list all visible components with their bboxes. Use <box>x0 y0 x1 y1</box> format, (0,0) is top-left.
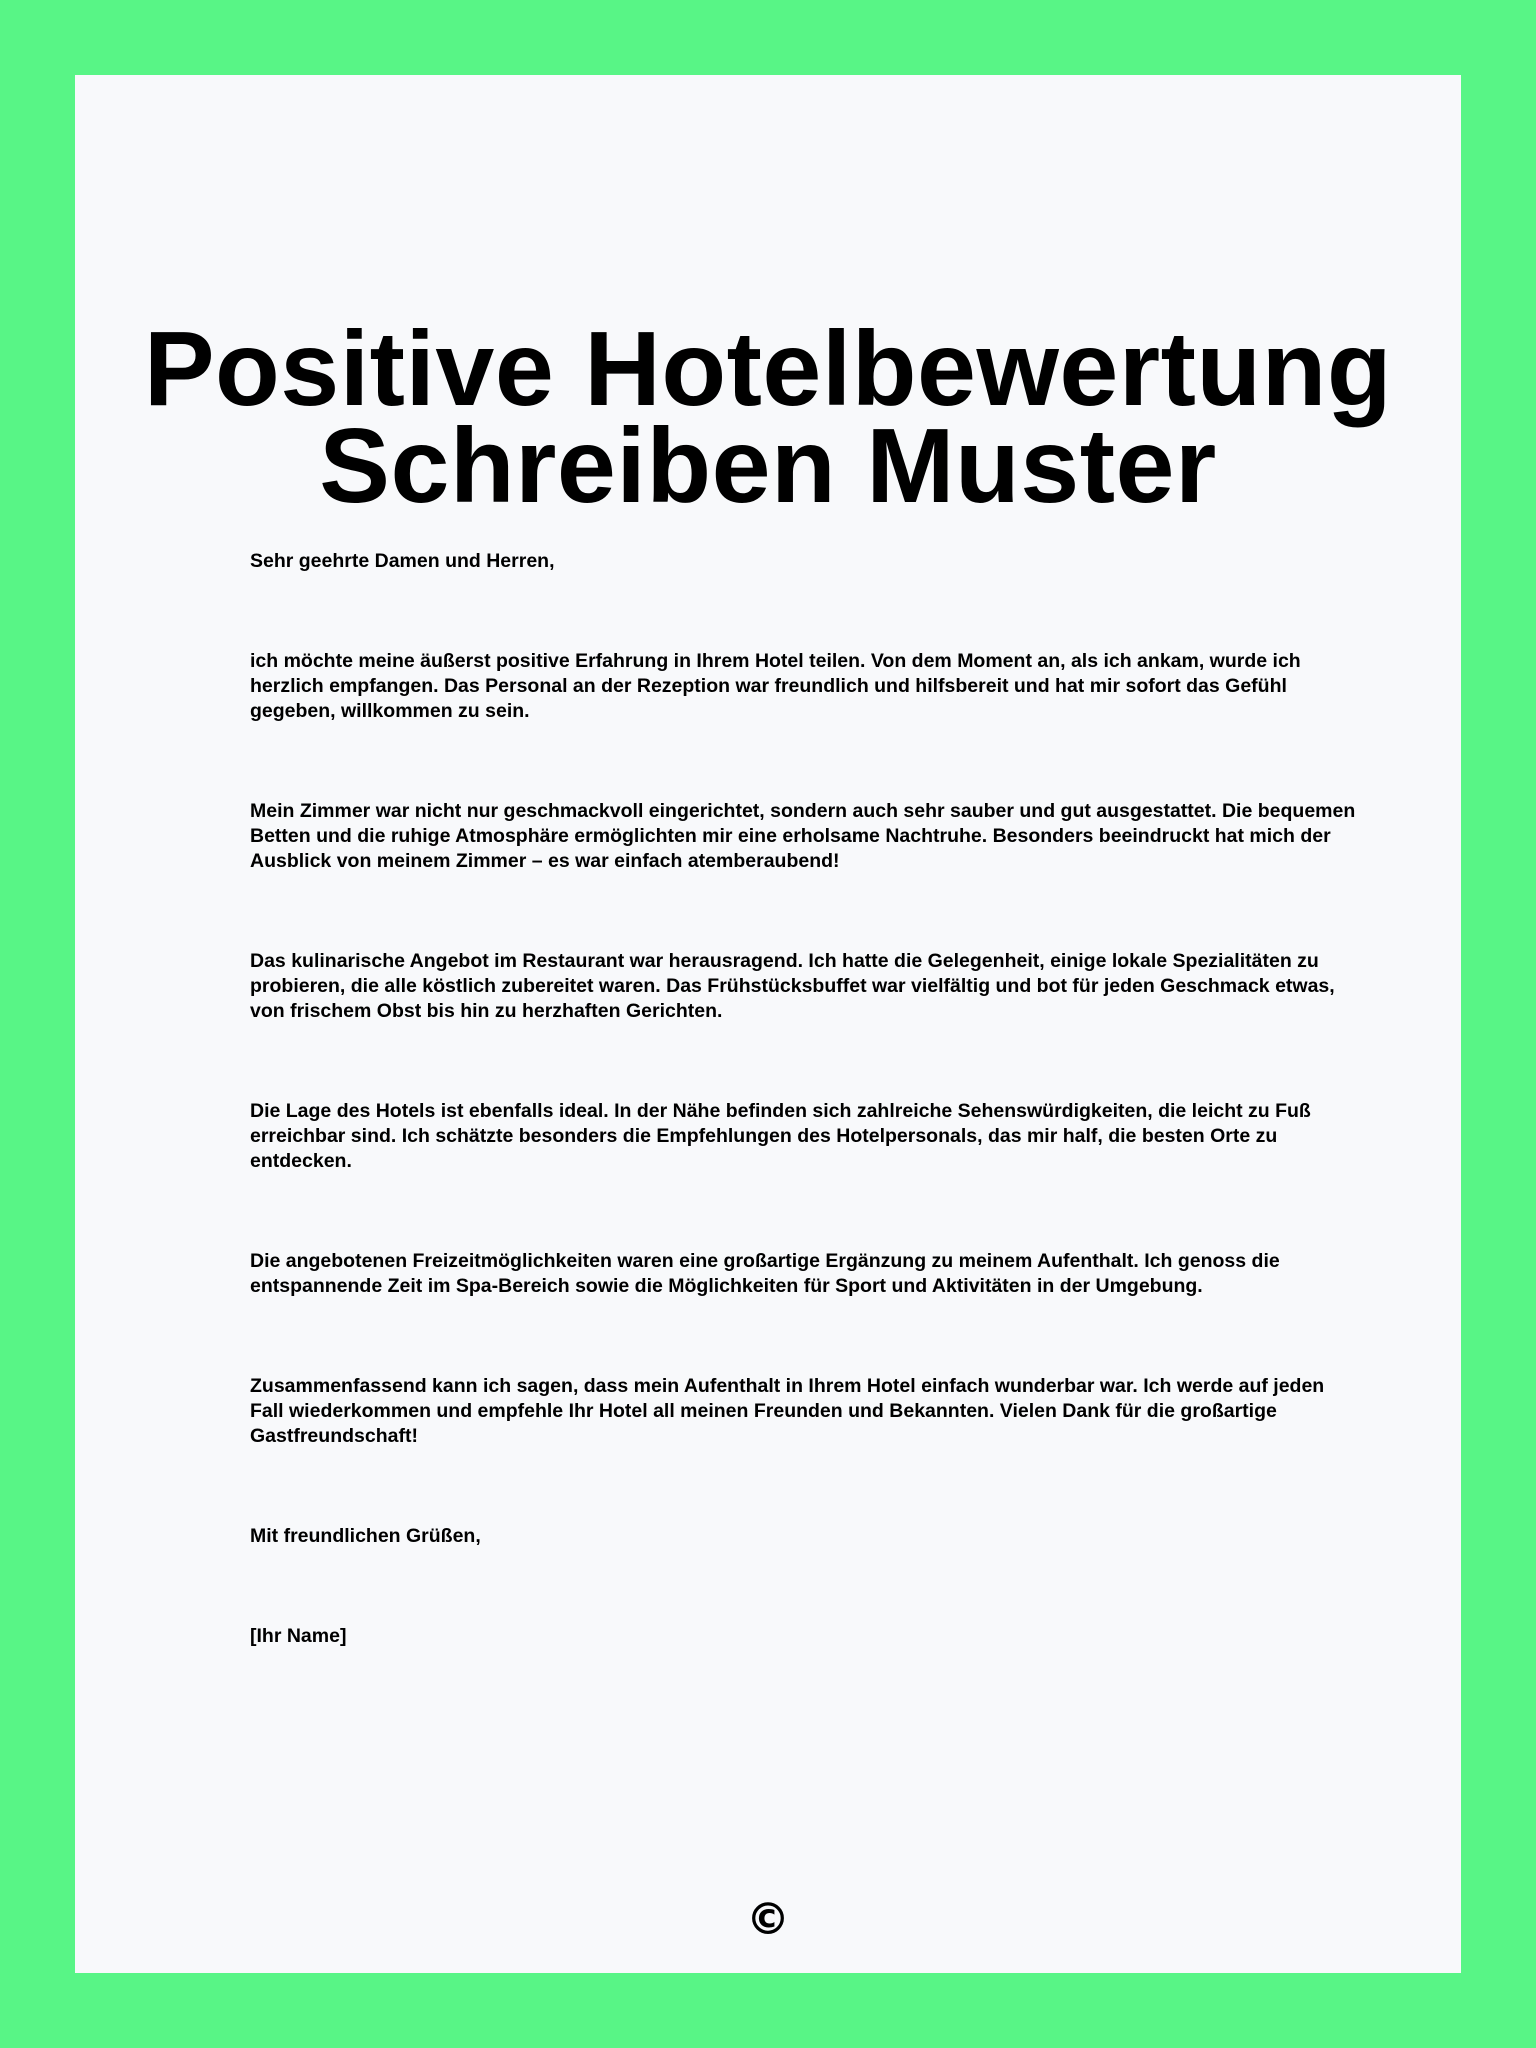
copyright-icon: © <box>746 1894 790 1945</box>
closing: Mit freundlichen Grüßen, <box>250 1525 481 1547</box>
salutation: Sehr geehrte Damen und Herren, <box>250 550 555 572</box>
signature: [Ihr Name] <box>250 1625 347 1647</box>
paragraph-leisure: Die angebotenen Freizeitmöglichkeiten waren eine großartige Ergänzung zu meinem Aufenthalt. Ich genoss die entspannende Zeit im Spa-Bereich sowie die Möglichkeiten für Sport und Aktivitäten in der Umgebung. <box>250 1250 1280 1297</box>
paragraph-summary: Zusammenfassend kann ich sagen, dass mein Aufenthalt in Ihrem Hotel einfach wunderbar war. Ich werde auf jeden Fall wiederkommen und empfehle Ihr Hotel all meinen Freunden und Bekannten. Vielen Dank für die großartige Gastfreundschaft! <box>250 1375 1325 1447</box>
paragraph-location: Die Lage des Hotels ist ebenfalls ideal. In der Nähe befinden sich zahlreiche Sehenswürdigkeiten, die leicht zu Fuß erreichbar sind. Ich schätzte besonders die Empfehlungen des Hotelpersonals, das mir half, die besten Orte zu entdecken. <box>250 1100 1311 1172</box>
paragraph-room: Mein Zimmer war nicht nur geschmackvoll eingerichtet, sondern auch sehr sauber und gut ausgestattet. Die bequemen Betten und die ruhige Atmosphäre ermöglichten mir eine erholsame Nachtruhe. Besonders beeindruckt hat mich der Ausblick von meinem Zimmer – es war einfach atemberaubend! <box>250 800 1356 872</box>
document-page <box>75 75 1461 1973</box>
paragraph-arrival: ich möchte meine äußerst positive Erfahrung in Ihrem Hotel teilen. Von dem Moment an, als ich ankam, wurde ich herzlich empfangen. Das Personal an der Rezeption war freundlich und hilfsbereit und hat mir sofort das Gefühl gegeben, willkommen zu sein. <box>250 650 1301 722</box>
page-title <box>75 310 1461 525</box>
title-line-1: Positive Hotelbewertung <box>143 310 1393 428</box>
title-line-2: Schreiben Muster <box>319 407 1217 525</box>
paragraph-restaurant: Das kulinarische Angebot im Restaurant war herausragend. Ich hatte die Gelegenheit, einige lokale Spezialitäten zu probieren, die alle köstlich zubereitet waren. Das Frühstücksbuffet war vielfältig und bot für jeden Geschmack etwas, von frischem Obst bis hin zu herzhaften Gerichten. <box>250 950 1335 1022</box>
